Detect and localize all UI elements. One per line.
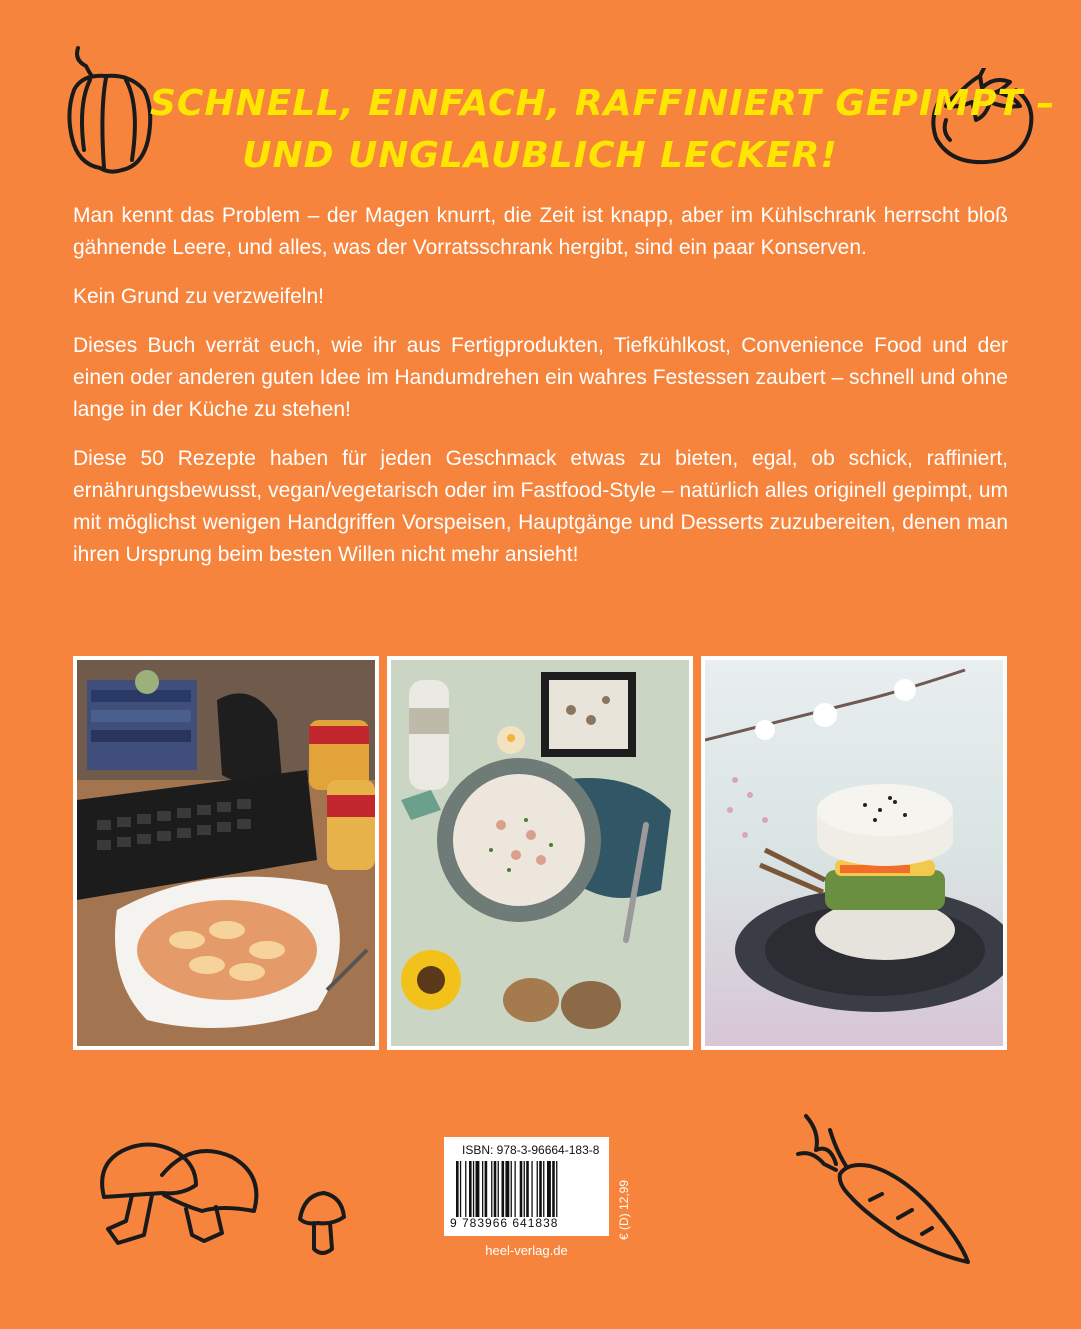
barcode-bar (524, 1161, 525, 1217)
headline-line-2: UND UNGLAUBLICH LECKER! (242, 135, 838, 176)
photo-soup (387, 656, 693, 1050)
barcode-bar (505, 1161, 509, 1217)
barcode-bar (502, 1161, 505, 1217)
isbn-label: ISBN: 978-3-96664-183-8 (462, 1143, 600, 1157)
paragraph-3: Dieses Buch verrät euch, wie ihr aus Fertigprodukten, Tiefkühlkost, Convenience Food und der einen oder anderen guten Idee im Handumdrehen ein wahres Festessen zaubert – schnell und ohne lange in der Küche zu stehen! (73, 334, 1008, 421)
paragraph-4: Diese 50 Rezepte haben für jeden Geschmack etwas zu bieten, egal, ob schick, raffiniert, ernährungsbewusst, vegan/vegetarisch oder im Fastfood-Style – natürlich alles originell gepimpt, um mit möglichst wenigen Handgriffen Vorspeisen, Hauptgänge und Desserts zuzubereiten, denen man ihren Ursprung beim besten Willen nicht mehr ansieht! (73, 447, 1008, 566)
bell-pepper-icon (60, 40, 160, 180)
carrot-icon (790, 1110, 980, 1280)
price: € (D) 12,99 (617, 1179, 631, 1240)
barcode-bar (515, 1161, 516, 1217)
barcode-bar (537, 1161, 538, 1217)
barcode-bar (456, 1161, 459, 1217)
barcode-bar (491, 1161, 492, 1217)
headline (150, 78, 1056, 182)
barcode-bar (556, 1161, 557, 1217)
barcode-bar (520, 1161, 523, 1217)
barcode-bar (543, 1161, 544, 1217)
barcode-digits: 9 783966 641838 (450, 1216, 559, 1230)
headline-line-1: SCHNELL, EINFACH, RAFFINIERT GEPIMPT – (150, 83, 1056, 124)
barcode-bar (539, 1161, 542, 1217)
barcode-bar (476, 1161, 480, 1217)
barcode-bar (469, 1161, 472, 1217)
barcode-bar (485, 1161, 488, 1217)
mushrooms-icon (92, 1125, 362, 1265)
barcode-bar (473, 1161, 474, 1217)
barcode-bar (460, 1161, 461, 1217)
barcode-bar (465, 1161, 466, 1217)
photo-pasta-desk (73, 656, 379, 1050)
barcode-bar (494, 1161, 497, 1217)
barcode-bar (526, 1161, 529, 1217)
barcode-bars (456, 1161, 601, 1217)
paragraph-1: Man kennt das Problem – der Magen knurrt, die Zeit ist knapp, aber im Kühlschrank herrscht bloß gähnende Leere, und alles, was der Vorratsschrank hergibt, sind ein paar Konserven. (73, 204, 1008, 259)
paragraph-2: Kein Grund zu verzweifeln! (73, 285, 324, 308)
barcode-bar (552, 1161, 555, 1217)
barcode-bar (482, 1161, 483, 1217)
website: heel-verlag.de (485, 1243, 568, 1258)
description (73, 200, 1008, 588)
barcode-bar (511, 1161, 512, 1217)
photo-rice-burger (701, 656, 1007, 1050)
barcode-bar (547, 1161, 551, 1217)
barcode-bar (531, 1161, 532, 1217)
barcode-bar (498, 1161, 499, 1217)
barcode (444, 1137, 609, 1236)
